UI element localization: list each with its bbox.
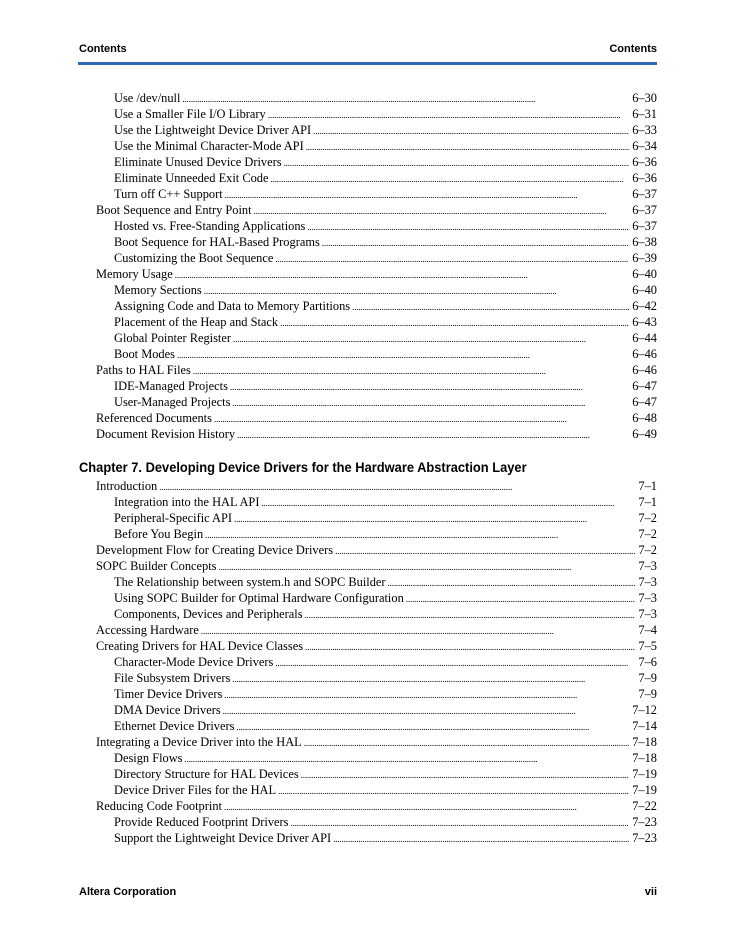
toc-entry-page: 7–18 xyxy=(632,751,657,765)
toc-entry-page: 6–49 xyxy=(632,427,657,441)
toc-entry-title: Integration into the HAL API xyxy=(114,495,260,509)
toc-entry[interactable] xyxy=(96,186,657,202)
toc-leader-dots xyxy=(301,767,630,783)
toc-entry[interactable] xyxy=(96,750,657,766)
toc-entry-title: IDE-Managed Projects xyxy=(114,379,228,393)
toc-entry-page: 6–48 xyxy=(632,411,657,425)
toc-entry[interactable] xyxy=(96,590,657,606)
toc-section-chapter-7 xyxy=(96,478,657,846)
toc-entry[interactable] xyxy=(96,234,657,250)
toc-entry[interactable] xyxy=(96,526,657,542)
toc-entry[interactable] xyxy=(96,138,657,154)
toc-entry[interactable] xyxy=(96,362,657,378)
toc-leader-dots xyxy=(232,395,629,411)
toc-entry-title: Customizing the Boot Sequence xyxy=(114,251,274,265)
toc-leader-dots xyxy=(225,187,630,203)
toc-entry-page: 7–6 xyxy=(638,655,657,669)
toc-entry[interactable] xyxy=(96,814,657,830)
toc-entry[interactable] xyxy=(96,670,657,686)
toc-entry-title: Development Flow for Creating Device Drivers xyxy=(96,543,334,557)
toc-entry[interactable] xyxy=(96,782,657,798)
toc-entry-title: Paths to HAL Files xyxy=(96,363,191,377)
toc-leader-dots xyxy=(313,123,629,139)
toc-entry-page: 7–9 xyxy=(638,687,657,701)
toc-entry-title: Design Flows xyxy=(114,751,183,765)
toc-entry[interactable] xyxy=(96,558,657,574)
toc-entry-title: Creating Drivers for HAL Device Classes xyxy=(96,639,304,653)
toc-entry[interactable] xyxy=(96,494,657,510)
toc-entry[interactable] xyxy=(96,394,657,410)
toc-entry-page: 6–37 xyxy=(632,203,657,217)
toc-leader-dots xyxy=(193,363,629,379)
toc-entry-page: 7–3 xyxy=(638,591,657,605)
toc-leader-dots xyxy=(175,267,629,283)
toc-entry-page: 6–44 xyxy=(632,331,657,345)
toc-entry-title: Use /dev/null xyxy=(114,91,181,105)
toc-leader-dots xyxy=(268,107,629,123)
toc-entry-page: 7–2 xyxy=(638,527,657,541)
toc-entry-page: 7–4 xyxy=(638,623,657,637)
toc-entry-title: Turn off C++ Support xyxy=(114,187,223,201)
toc-entry-page: 6–31 xyxy=(632,107,657,121)
toc-entry-page: 7–9 xyxy=(638,671,657,685)
toc-entry-title: Assigning Code and Data to Memory Partitions xyxy=(114,299,351,313)
toc-entry[interactable] xyxy=(96,154,657,170)
toc-entry-title: Use the Lightweight Device Driver API xyxy=(114,123,312,137)
toc-leader-dots xyxy=(275,655,635,671)
toc-entry[interactable] xyxy=(96,654,657,670)
toc-entry[interactable] xyxy=(96,346,657,362)
toc-entry-title: Reducing Code Footprint xyxy=(96,799,222,813)
toc-entry-page: 7–19 xyxy=(632,767,657,781)
toc-leader-dots xyxy=(234,511,635,527)
toc-leader-dots xyxy=(177,347,629,363)
toc-entry-title: Integrating a Device Driver into the HAL xyxy=(96,735,302,749)
toc-entry-page: 7–1 xyxy=(638,479,657,493)
toc-leader-dots xyxy=(280,315,629,331)
toc-entry[interactable] xyxy=(96,298,657,314)
toc-leader-dots xyxy=(305,607,636,623)
footer-company: Altera Corporation xyxy=(79,886,177,898)
toc-leader-dots xyxy=(233,331,629,347)
toc-leader-dots xyxy=(185,751,630,767)
toc-entry[interactable] xyxy=(96,798,657,814)
toc-entry-page: 7–2 xyxy=(638,511,657,525)
toc-entry-title: Introduction xyxy=(96,479,158,493)
header-divider xyxy=(78,62,657,65)
toc-entry-title: Eliminate Unused Device Drivers xyxy=(114,155,282,169)
toc-entry[interactable] xyxy=(96,250,657,266)
toc-entry-page: 7–14 xyxy=(632,719,657,733)
toc-entry[interactable] xyxy=(96,170,657,186)
toc-entry-title: Placement of the Heap and Stack xyxy=(114,315,279,329)
toc-entry-page: 6–46 xyxy=(632,363,657,377)
toc-entry-page: 6–40 xyxy=(632,267,657,281)
toc-entry[interactable] xyxy=(96,606,657,622)
toc-entry[interactable] xyxy=(96,314,657,330)
toc-entry-page: 6–37 xyxy=(632,219,657,233)
toc-entry-title: User-Managed Projects xyxy=(114,395,231,409)
toc-entry[interactable] xyxy=(96,718,657,734)
toc-leader-dots xyxy=(201,623,636,639)
toc-leader-dots xyxy=(205,527,635,543)
toc-entry-title: Timer Device Drivers xyxy=(114,687,223,701)
toc-entry-title: Before You Begin xyxy=(114,527,204,541)
toc-entry-title: Directory Structure for HAL Devices xyxy=(114,767,299,781)
toc-entry[interactable] xyxy=(96,282,657,298)
toc-entry-page: 6–34 xyxy=(632,139,657,153)
toc-entry[interactable] xyxy=(96,410,657,426)
toc-leader-dots xyxy=(406,591,636,607)
toc-entry-title: Device Driver Files for the HAL xyxy=(114,783,277,797)
toc-leader-dots xyxy=(305,639,635,655)
toc-entry-title: Use the Minimal Character-Mode API xyxy=(114,139,304,153)
toc-entry-title: Document Revision History xyxy=(96,427,236,441)
toc-entry-page: 7–12 xyxy=(632,703,657,717)
toc-entry-page: 7–5 xyxy=(638,639,657,653)
toc-entry-page: 7–3 xyxy=(638,559,657,573)
toc-entry-page: 6–47 xyxy=(632,379,657,393)
toc-entry-title: Global Pointer Register xyxy=(114,331,232,345)
toc-entry[interactable] xyxy=(96,686,657,702)
toc-entry-page: 7–2 xyxy=(638,543,657,557)
toc-entry[interactable] xyxy=(96,574,657,590)
toc-entry-title: Boot Sequence for HAL-Based Programs xyxy=(114,235,320,249)
toc-entry-page: 6–36 xyxy=(632,155,657,169)
toc-leader-dots xyxy=(254,203,630,219)
toc-entry-title: SOPC Builder Concepts xyxy=(96,559,217,573)
toc-leader-dots xyxy=(230,379,629,395)
toc-entry[interactable] xyxy=(96,218,657,234)
toc-entry-title: File Subsystem Drivers xyxy=(114,671,231,685)
toc-leader-dots xyxy=(284,155,630,171)
toc-entry[interactable] xyxy=(96,734,657,750)
footer-page-number: vii xyxy=(644,886,657,898)
toc-entry-title: Components, Devices and Peripherals xyxy=(114,607,303,621)
toc-entry-title: Boot Sequence and Entry Point xyxy=(96,203,252,217)
toc-leader-dots xyxy=(223,703,630,719)
header-left-label: Contents xyxy=(79,43,127,55)
toc-entry-title: Support the Lightweight Device Driver API xyxy=(114,831,332,845)
toc-entry-page: 6–37 xyxy=(632,187,657,201)
toc-leader-dots xyxy=(278,783,629,799)
toc-entry-title: Peripheral-Specific API xyxy=(114,511,233,525)
toc-entry-page: 6–38 xyxy=(632,235,657,249)
toc-entry-title: Hosted vs. Free-Standing Applications xyxy=(114,219,306,233)
toc-entry-page: 7–19 xyxy=(632,783,657,797)
toc-leader-dots xyxy=(261,495,635,511)
toc-section-chapter-6 xyxy=(96,90,657,442)
toc-entry-title: Character-Mode Device Drivers xyxy=(114,655,274,669)
toc-entry[interactable] xyxy=(96,702,657,718)
toc-entry-title: DMA Device Drivers xyxy=(114,703,221,717)
toc-entry-page: 7–22 xyxy=(632,799,657,813)
toc-leader-dots xyxy=(333,831,629,847)
toc-entry-page: 6–33 xyxy=(632,123,657,137)
toc-entry-title: Ethernet Device Drivers xyxy=(114,719,235,733)
toc-entry[interactable] xyxy=(96,542,657,558)
toc-entry-title: The Relationship between system.h and SOPC Builder xyxy=(114,575,386,589)
chapter-heading: Chapter 7. Developing Device Drivers for the Hardware Abstraction Layer xyxy=(79,459,527,475)
toc-leader-dots xyxy=(307,219,629,235)
toc-leader-dots xyxy=(271,171,630,187)
toc-entry-page: 6–42 xyxy=(632,299,657,313)
header-right-label: Contents xyxy=(609,43,657,55)
toc-leader-dots xyxy=(290,815,629,831)
toc-leader-dots xyxy=(322,235,629,251)
toc-entry[interactable] xyxy=(96,426,657,442)
toc-entry-page: 6–39 xyxy=(632,251,657,265)
toc-entry-title: Use a Smaller File I/O Library xyxy=(114,107,266,121)
toc-entry-page: 7–23 xyxy=(632,831,657,845)
toc-leader-dots xyxy=(224,799,629,815)
toc-entry[interactable] xyxy=(96,202,657,218)
page-footer xyxy=(79,886,657,900)
toc-leader-dots xyxy=(237,427,629,443)
toc-entry-page: 6–40 xyxy=(632,283,657,297)
toc-leader-dots xyxy=(306,139,630,155)
toc-entry-page: 6–46 xyxy=(632,347,657,361)
toc-leader-dots xyxy=(182,91,629,107)
toc-entry-title: Memory Usage xyxy=(96,267,173,281)
toc-entry[interactable] xyxy=(96,106,657,122)
page-header xyxy=(79,43,657,57)
toc-leader-dots xyxy=(388,575,636,591)
toc-entry-page: 6–36 xyxy=(632,171,657,185)
toc-leader-dots xyxy=(232,671,635,687)
toc-entry[interactable] xyxy=(96,266,657,282)
toc-entry[interactable] xyxy=(96,478,657,494)
toc-entry-page: 7–23 xyxy=(632,815,657,829)
toc-leader-dots xyxy=(304,735,629,751)
toc-entry[interactable] xyxy=(96,330,657,346)
toc-entry-page: 6–43 xyxy=(632,315,657,329)
toc-leader-dots xyxy=(236,719,629,735)
toc-leader-dots xyxy=(335,543,635,559)
toc-entry-title: Memory Sections xyxy=(114,283,202,297)
toc-leader-dots xyxy=(218,559,635,575)
toc-entry[interactable] xyxy=(96,90,657,106)
toc-entry-page: 7–1 xyxy=(638,495,657,509)
toc-entry-title: Referenced Documents xyxy=(96,411,212,425)
toc-entry[interactable] xyxy=(96,122,657,138)
toc-entry[interactable] xyxy=(96,638,657,654)
toc-leader-dots xyxy=(204,283,629,299)
toc-entry[interactable] xyxy=(96,378,657,394)
toc-entry-title: Using SOPC Builder for Optimal Hardware Configuration xyxy=(114,591,404,605)
toc-entry-page: 6–47 xyxy=(632,395,657,409)
toc-entry[interactable] xyxy=(96,766,657,782)
toc-entry-page: 7–18 xyxy=(632,735,657,749)
toc-entry-page: 6–30 xyxy=(632,91,657,105)
toc-leader-dots xyxy=(352,299,629,315)
toc-entry[interactable] xyxy=(96,510,657,526)
toc-leader-dots xyxy=(224,687,635,703)
toc-entry-title: Eliminate Unneeded Exit Code xyxy=(114,171,269,185)
toc-entry[interactable] xyxy=(96,622,657,638)
toc-entry-page: 7–3 xyxy=(638,575,657,589)
toc-entry-title: Accessing Hardware xyxy=(96,623,199,637)
toc-entry[interactable] xyxy=(96,830,657,846)
toc-leader-dots xyxy=(275,251,629,267)
toc-entry-title: Boot Modes xyxy=(114,347,175,361)
toc-entry-title: Provide Reduced Footprint Drivers xyxy=(114,815,289,829)
toc-entry-page: 7–3 xyxy=(638,607,657,621)
toc-leader-dots xyxy=(159,479,635,495)
toc-leader-dots xyxy=(214,411,629,427)
